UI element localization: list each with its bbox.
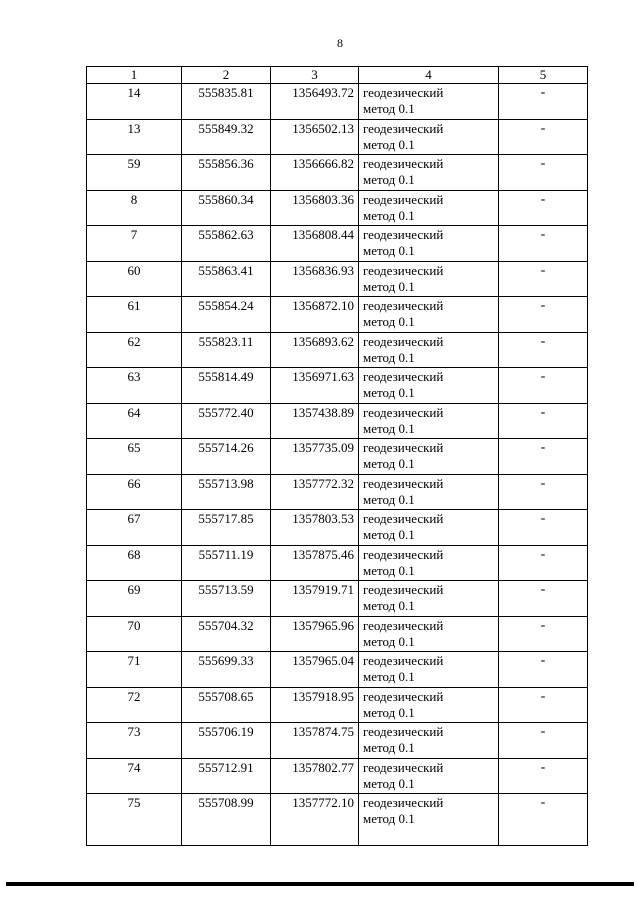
method-line-1: геодезический: [363, 617, 444, 633]
method-cell: [359, 545, 499, 581]
x-coordinate-cell: 555717.85: [182, 510, 271, 546]
method-line-1: геодезический: [363, 759, 444, 775]
point-number-cell: 64: [87, 403, 182, 439]
header-row: [87, 67, 588, 84]
method-cell: [359, 510, 499, 546]
x-coordinate-cell: 555863.41: [182, 261, 271, 297]
note-cell: -: [499, 403, 588, 439]
x-coordinate-cell: 555714.26: [182, 439, 271, 475]
point-number-cell: 60: [87, 261, 182, 297]
method-line-1: геодезический: [363, 85, 444, 100]
table-row: [87, 581, 588, 617]
note-cell: -: [499, 368, 588, 404]
point-number-cell: 66: [87, 474, 182, 510]
method-line-1: геодезический: [363, 511, 444, 526]
y-coordinate-cell: 1357803.53: [271, 510, 359, 546]
note-cell: -: [499, 723, 588, 759]
y-coordinate-cell: 1357965.96: [271, 616, 359, 652]
x-coordinate-cell: 555862.63: [182, 226, 271, 262]
x-coordinate-cell: 555712.91: [182, 758, 271, 794]
y-coordinate-cell: 1357919.71: [271, 581, 359, 617]
note-cell: -: [499, 84, 588, 120]
note-cell: -: [499, 794, 588, 846]
method-line-1: геодезический: [363, 369, 444, 384]
method-cell: [359, 403, 499, 439]
method-line-2: метод 0.1: [363, 633, 415, 649]
point-number-cell: 72: [87, 687, 182, 723]
method-line-2: метод 0.1: [363, 349, 415, 365]
note-cell: -: [499, 332, 588, 368]
table-row: [87, 403, 588, 439]
method-cell: [359, 119, 499, 155]
table-row: [87, 794, 588, 846]
note-cell: -: [499, 616, 588, 652]
point-number-cell: 71: [87, 652, 182, 688]
y-coordinate-cell: 1356872.10: [271, 297, 359, 333]
point-number-cell: 68: [87, 545, 182, 581]
x-coordinate-cell: 555713.59: [182, 581, 271, 617]
method-cell: [359, 297, 499, 333]
table-row: [87, 616, 588, 652]
point-number-cell: 62: [87, 332, 182, 368]
table-row: [87, 261, 588, 297]
point-number-cell: 73: [87, 723, 182, 759]
method-line-2: метод 0.1: [363, 456, 415, 471]
method-line-1: геодезический: [363, 440, 444, 455]
note-cell: -: [499, 155, 588, 191]
y-coordinate-cell: 1356493.72: [271, 84, 359, 120]
point-number-cell: 65: [87, 439, 182, 475]
method-cell: [359, 794, 499, 846]
x-coordinate-cell: 555854.24: [182, 297, 271, 333]
method-line-1: геодезический: [363, 262, 444, 278]
table-row: [87, 368, 588, 404]
column-header-1: 1: [87, 67, 182, 84]
x-coordinate-cell: 555711.19: [182, 545, 271, 581]
y-coordinate-cell: 1357965.04: [271, 652, 359, 688]
x-coordinate-cell: 555856.36: [182, 155, 271, 191]
point-number-cell: 7: [87, 226, 182, 262]
table-row: [87, 226, 588, 262]
table-row: [87, 510, 588, 546]
note-cell: -: [499, 261, 588, 297]
x-coordinate-cell: 555706.19: [182, 723, 271, 759]
note-cell: -: [499, 439, 588, 475]
table-body: [87, 84, 588, 846]
method-line-1: геодезический: [363, 120, 444, 136]
method-cell: [359, 190, 499, 226]
method-cell: [359, 652, 499, 688]
table-row: [87, 687, 588, 723]
coordinates-table: [86, 66, 588, 846]
method-line-2: метод 0.1: [363, 775, 415, 791]
table-row: [87, 119, 588, 155]
note-cell: -: [499, 474, 588, 510]
method-line-2: метод 0.1: [363, 491, 415, 507]
point-number-cell: 74: [87, 758, 182, 794]
method-line-2: метод 0.1: [363, 136, 415, 152]
method-line-2: метод 0.1: [363, 314, 415, 329]
table-row: [87, 190, 588, 226]
y-coordinate-cell: 1357772.32: [271, 474, 359, 510]
method-line-2: метод 0.1: [363, 669, 415, 684]
method-line-1: геодезический: [363, 688, 444, 704]
point-number-cell: 61: [87, 297, 182, 333]
table-row: [87, 155, 588, 191]
bottom-rule: [6, 882, 634, 886]
method-line-1: геодезический: [363, 156, 444, 171]
y-coordinate-cell: 1357918.95: [271, 687, 359, 723]
method-line-2: метод 0.1: [363, 598, 415, 613]
y-coordinate-cell: 1356808.44: [271, 226, 359, 262]
column-header-4: 4: [359, 67, 499, 84]
method-line-1: геодезический: [363, 582, 444, 597]
x-coordinate-cell: 555835.81: [182, 84, 271, 120]
method-line-2: метод 0.1: [363, 811, 415, 826]
point-number-cell: 69: [87, 581, 182, 617]
note-cell: -: [499, 297, 588, 333]
y-coordinate-cell: 1356502.13: [271, 119, 359, 155]
page-number: 8: [337, 36, 343, 50]
table-row: [87, 297, 588, 333]
method-line-2: метод 0.1: [363, 420, 415, 436]
method-cell: [359, 368, 499, 404]
x-coordinate-cell: 555699.33: [182, 652, 271, 688]
point-number-cell: 63: [87, 368, 182, 404]
method-line-2: метод 0.1: [363, 385, 415, 400]
note-cell: -: [499, 652, 588, 688]
point-number-cell: 67: [87, 510, 182, 546]
table-row: [87, 474, 588, 510]
method-line-2: метод 0.1: [363, 172, 415, 187]
x-coordinate-cell: 555814.49: [182, 368, 271, 404]
method-line-1: геодезический: [363, 404, 444, 420]
method-line-2: метод 0.1: [363, 704, 415, 720]
method-line-1: геодезический: [363, 298, 444, 313]
table-row: [87, 652, 588, 688]
column-header-2: 2: [182, 67, 271, 84]
y-coordinate-cell: 1356971.63: [271, 368, 359, 404]
x-coordinate-cell: 555772.40: [182, 403, 271, 439]
y-coordinate-cell: 1357802.77: [271, 758, 359, 794]
table-row: [87, 439, 588, 475]
note-cell: -: [499, 226, 588, 262]
table-header: [87, 67, 588, 84]
note-cell: -: [499, 119, 588, 155]
method-cell: [359, 332, 499, 368]
method-line-2: метод 0.1: [363, 207, 415, 223]
method-cell: [359, 474, 499, 510]
y-coordinate-cell: 1357438.89: [271, 403, 359, 439]
note-cell: -: [499, 545, 588, 581]
column-header-3: 3: [271, 67, 359, 84]
method-cell: [359, 687, 499, 723]
table-row: [87, 545, 588, 581]
y-coordinate-cell: 1357735.09: [271, 439, 359, 475]
method-line-1: геодезический: [363, 724, 444, 739]
method-line-2: метод 0.1: [363, 562, 415, 578]
method-cell: [359, 226, 499, 262]
note-cell: -: [499, 581, 588, 617]
point-number-cell: 8: [87, 190, 182, 226]
method-line-1: геодезический: [363, 653, 444, 668]
y-coordinate-cell: 1357772.10: [271, 794, 359, 846]
method-cell: [359, 581, 499, 617]
y-coordinate-cell: 1357875.46: [271, 545, 359, 581]
x-coordinate-cell: 555708.65: [182, 687, 271, 723]
point-number-cell: 70: [87, 616, 182, 652]
method-line-1: геодезический: [363, 475, 444, 491]
x-coordinate-cell: 555860.34: [182, 190, 271, 226]
method-line-2: метод 0.1: [363, 527, 415, 542]
point-number-cell: 14: [87, 84, 182, 120]
method-line-1: геодезический: [363, 333, 444, 349]
x-coordinate-cell: 555713.98: [182, 474, 271, 510]
y-coordinate-cell: 1356803.36: [271, 190, 359, 226]
y-coordinate-cell: 1356836.93: [271, 261, 359, 297]
method-cell: [359, 616, 499, 652]
y-coordinate-cell: 1357874.75: [271, 723, 359, 759]
method-line-2: метод 0.1: [363, 243, 415, 258]
method-cell: [359, 84, 499, 120]
method-line-1: геодезический: [363, 795, 444, 810]
point-number-cell: 59: [87, 155, 182, 191]
method-cell: [359, 758, 499, 794]
method-line-1: геодезический: [363, 227, 444, 242]
x-coordinate-cell: 555704.32: [182, 616, 271, 652]
method-cell: [359, 261, 499, 297]
table-row: [87, 723, 588, 759]
method-cell: [359, 155, 499, 191]
point-number-cell: 13: [87, 119, 182, 155]
method-line-2: метод 0.1: [363, 740, 415, 755]
point-number-cell: 75: [87, 794, 182, 846]
note-cell: -: [499, 758, 588, 794]
note-cell: -: [499, 190, 588, 226]
y-coordinate-cell: 1356666.82: [271, 155, 359, 191]
table-row: [87, 758, 588, 794]
note-cell: -: [499, 510, 588, 546]
note-cell: -: [499, 687, 588, 723]
y-coordinate-cell: 1356893.62: [271, 332, 359, 368]
method-line-2: метод 0.1: [363, 101, 415, 116]
method-line-1: геодезический: [363, 191, 444, 207]
x-coordinate-cell: 555708.99: [182, 794, 271, 846]
table-row: [87, 332, 588, 368]
method-line-1: геодезический: [363, 546, 444, 562]
x-coordinate-cell: 555823.11: [182, 332, 271, 368]
table-row: [87, 84, 588, 120]
method-cell: [359, 723, 499, 759]
method-line-2: метод 0.1: [363, 278, 415, 294]
x-coordinate-cell: 555849.32: [182, 119, 271, 155]
method-cell: [359, 439, 499, 475]
column-header-5: 5: [499, 67, 588, 84]
